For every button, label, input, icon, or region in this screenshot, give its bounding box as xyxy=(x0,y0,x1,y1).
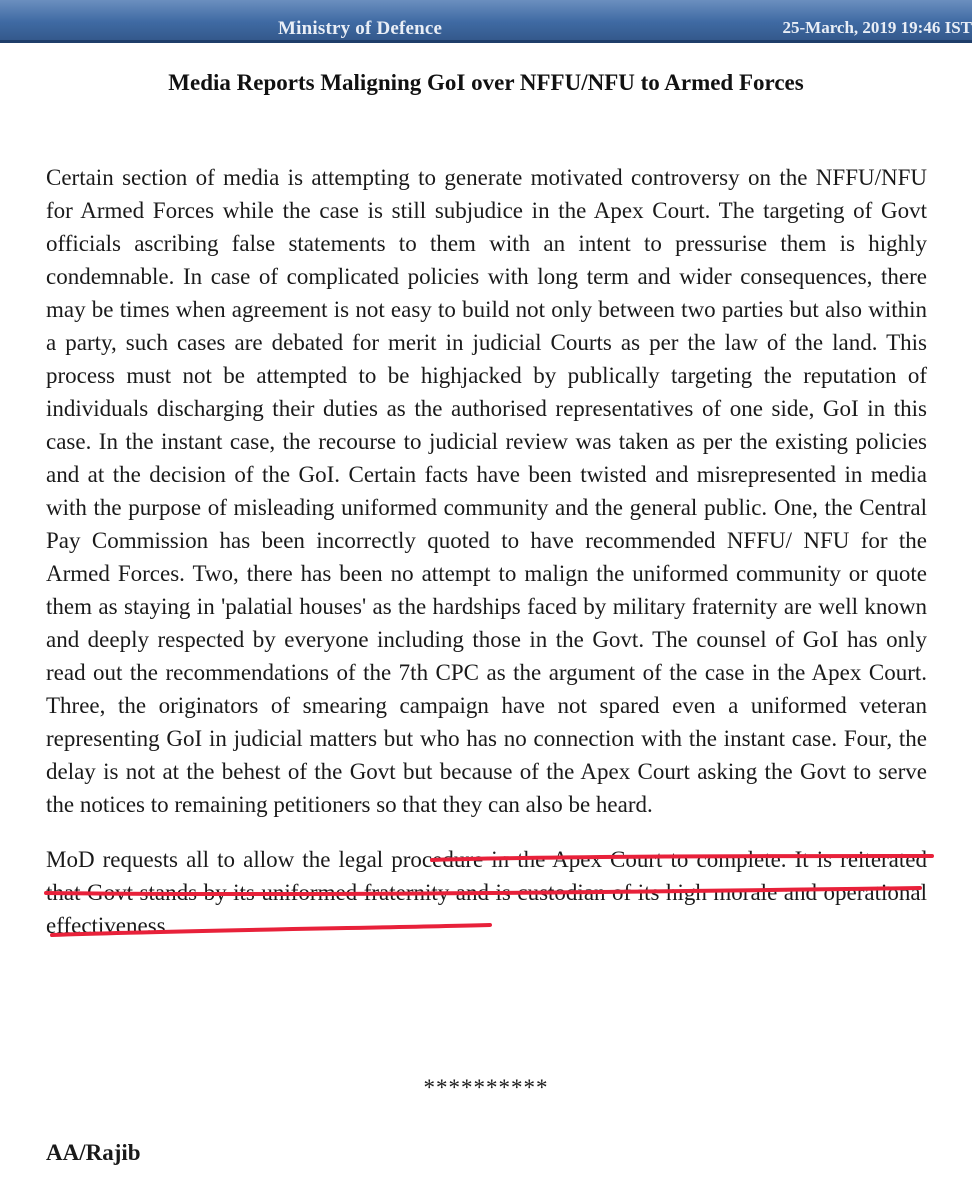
header-banner xyxy=(0,0,972,43)
release-body xyxy=(46,161,927,942)
body-paragraph-2: MoD requests all to allow the legal procedure in the Apex Court to complete. It is reiterated that Govt stands by its uniformed fraternity and is custodian of its high morale and operational effectiveness. xyxy=(46,847,927,938)
release-datetime: 25-March, 2019 19:46 IST xyxy=(782,18,972,37)
ministry-name: Ministry of Defence xyxy=(278,18,443,39)
signature: AA/Rajib xyxy=(46,1140,141,1165)
body-paragraph-1: Certain section of media is attempting to generate motivated controversy on the NFFU/NFU for Armed Forces while the case is still subjudice in the Apex Court. The targeting of Govt officials ascribing false statements to them with an intent to pressurise them is highly condemnable. In case of complicated policies with long term and wider consequences, there may be times when agreement is not easy to build not only between two parties but also within a party, such cases are debated for merit in judicial Courts as per the law of the land. This process must not be attempted to be highjacked by publically targeting the reputation of individuals discharging their duties as the authorised representatives of one side, GoI in this case. In the instant case, the recourse to judicial review was taken as per the existing policies and at the decision of the GoI. Certain facts have been twisted and misrepresented in media with the purpose of misleading uniformed community and the general public. One, the Central Pay Commission has been incorrectly quoted to have recommended NFFU/ NFU for the Armed Forces. Two, there has been no attempt to malign the uniformed community or quote them as staying in 'palatial houses' as the hardships faced by military fraternity are well known and deeply respected by everyone including those in the Govt. The counsel of GoI has only read out the recommendations of the 7th CPC as the argument of the case in the Apex Court. Three, the originators of smearing campaign have not spared even a uniformed veteran representing GoI in judicial matters but who has no connection with the instant case. Four, the delay is not at the behest of the Govt but because of the Apex Court asking the Govt to serve the notices to remaining petitioners so that they can also be heard. xyxy=(46,165,927,817)
release-title: Media Reports Maligning GoI over NFFU/NFU to Armed Forces xyxy=(168,70,804,95)
separator-stars: ********** xyxy=(423,1075,549,1100)
